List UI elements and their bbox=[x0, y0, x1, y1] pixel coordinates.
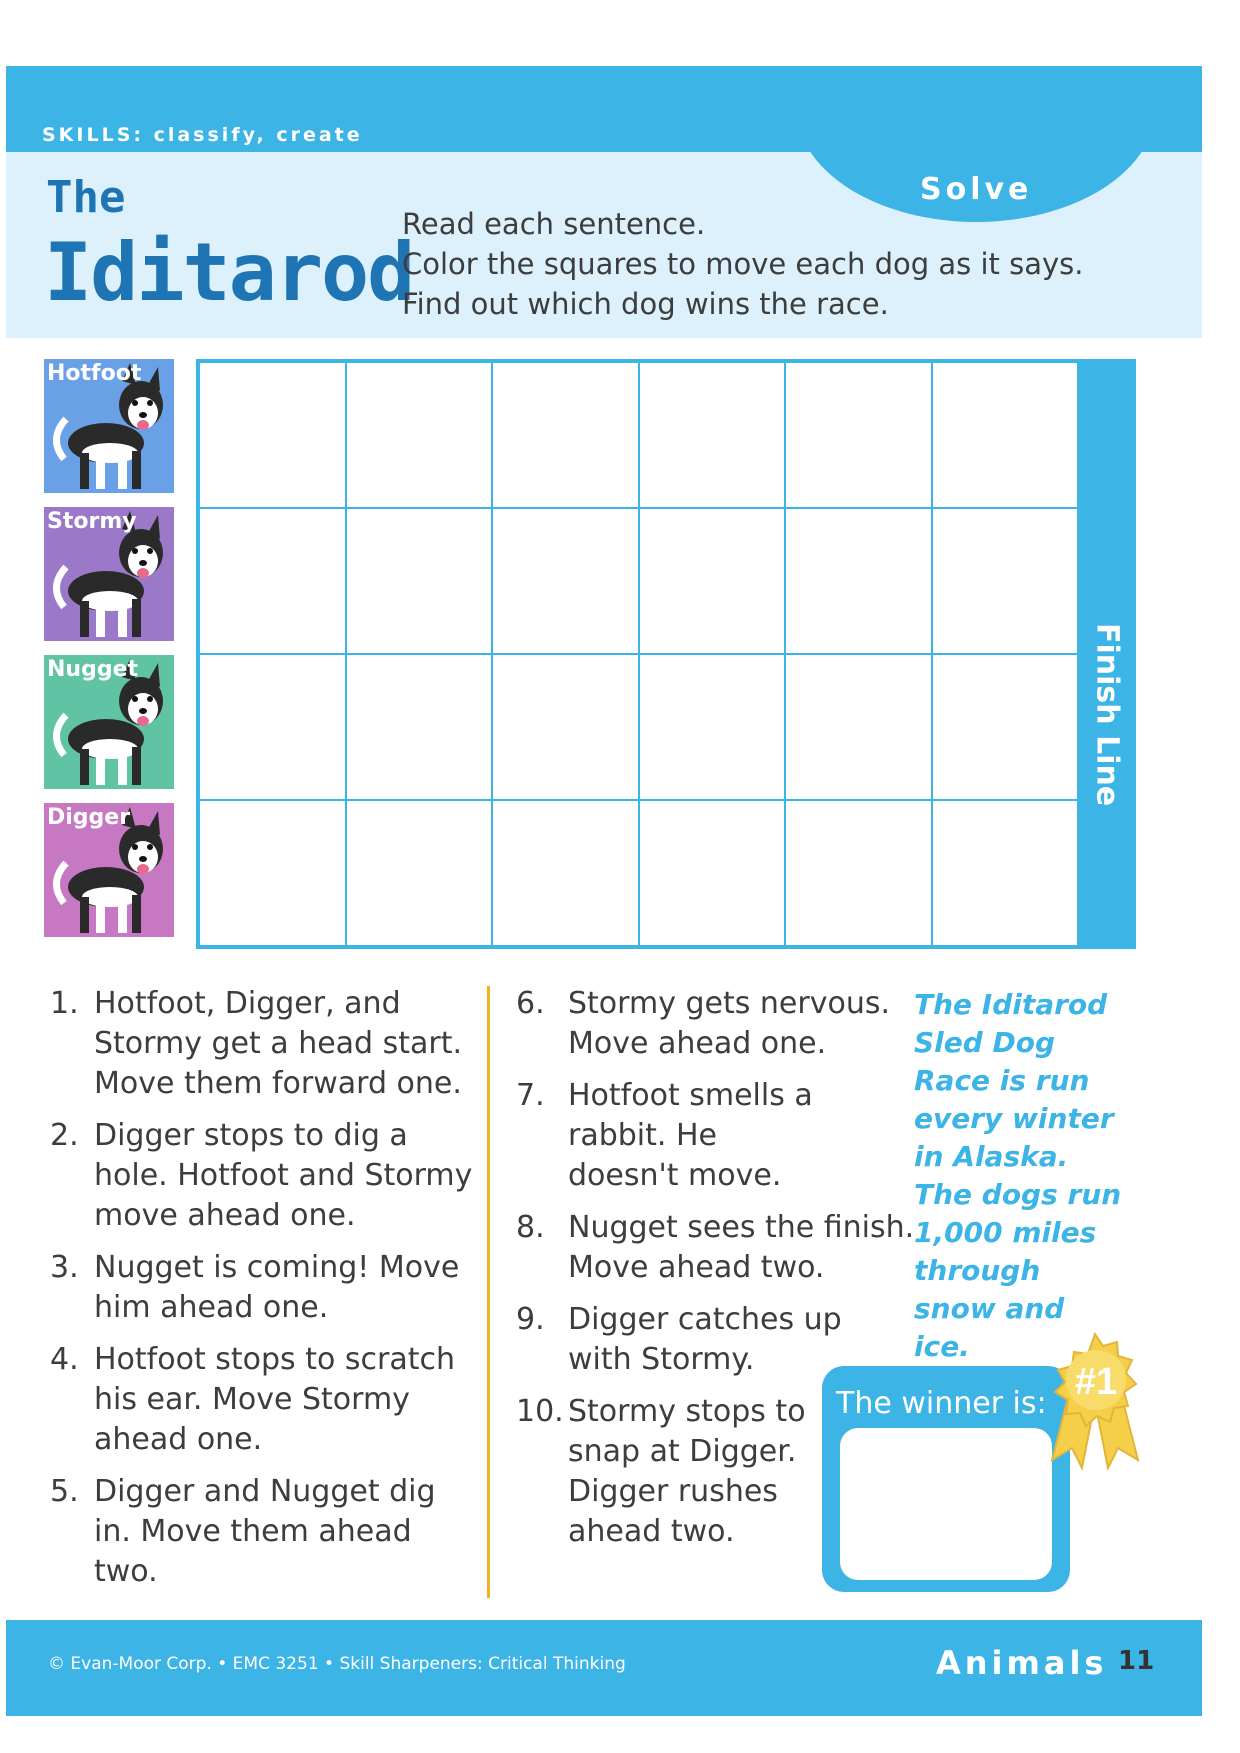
instructions bbox=[402, 204, 1083, 324]
race-grid-cell[interactable] bbox=[785, 800, 932, 946]
step-text: Nugget is coming! Move him ahead one. bbox=[94, 1250, 460, 1325]
dog-card-stormy bbox=[44, 507, 174, 641]
solve-tab-label: Solve bbox=[920, 172, 1033, 207]
race-grid-cell[interactable] bbox=[932, 800, 1079, 946]
step-number: 10. bbox=[516, 1394, 564, 1429]
race-grid-cell[interactable] bbox=[492, 362, 639, 508]
steps-column-left bbox=[50, 984, 480, 1604]
title-the: The bbox=[46, 172, 126, 223]
step-text: Nugget sees the finish. Move ahead two. bbox=[568, 1210, 915, 1285]
finish-line-label bbox=[1090, 623, 1125, 685]
race-grid-cell[interactable] bbox=[785, 508, 932, 654]
first-place-ribbon-icon bbox=[1040, 1330, 1150, 1470]
race-grid-cell[interactable] bbox=[785, 362, 932, 508]
race-grid-cell[interactable] bbox=[346, 508, 493, 654]
dog-card-digger bbox=[44, 803, 174, 937]
winner-label: The winner is: bbox=[836, 1386, 1047, 1421]
list-item bbox=[50, 1472, 480, 1592]
race-grid-cell[interactable] bbox=[932, 362, 1079, 508]
race-grid-cell[interactable] bbox=[199, 800, 346, 946]
step-number: 4. bbox=[50, 1342, 79, 1377]
category-label: Animals bbox=[936, 1644, 1108, 1682]
step-text: Digger and Nugget dig in. Move them ahead two. bbox=[94, 1474, 436, 1589]
step-number: 6. bbox=[516, 986, 545, 1021]
step-text: Hotfoot, Digger, and Stormy get a head start. Move them forward one. bbox=[94, 986, 463, 1101]
step-text: Hotfoot smells a rabbit. He doesn't move. bbox=[568, 1078, 813, 1193]
dog-card-hotfoot bbox=[44, 359, 174, 493]
step-number: 9. bbox=[516, 1302, 545, 1337]
step-number: 8. bbox=[516, 1210, 545, 1245]
step-text: Stormy gets nervous. Move ahead one. bbox=[568, 986, 891, 1061]
race-grid-cell[interactable] bbox=[639, 508, 786, 654]
step-text: Digger catches up with Stormy. bbox=[568, 1302, 842, 1377]
dog-name: Nugget bbox=[47, 657, 139, 682]
race-grid-cell[interactable] bbox=[639, 654, 786, 800]
race-grid-cell[interactable] bbox=[199, 508, 346, 654]
list-item bbox=[516, 1300, 868, 1380]
race-grid-cell[interactable] bbox=[639, 800, 786, 946]
list-item bbox=[50, 1340, 480, 1460]
step-number: 7. bbox=[516, 1078, 545, 1113]
race-grid-cell[interactable] bbox=[346, 654, 493, 800]
dog-name: Stormy bbox=[47, 509, 137, 534]
step-text: Stormy stops to snap at Digger. Digger rushes ahead two. bbox=[568, 1394, 806, 1549]
dog-name: Hotfoot bbox=[47, 361, 142, 386]
instruction-line: Find out which dog wins the race. bbox=[402, 287, 889, 321]
dog-card-nugget bbox=[44, 655, 174, 789]
ribbon-text: #1 bbox=[1074, 1361, 1118, 1403]
dog-name: Digger bbox=[47, 805, 131, 830]
winner-answer-field[interactable] bbox=[840, 1428, 1052, 1580]
step-text: Digger stops to dig a hole. Hotfoot and Stormy move ahead one. bbox=[94, 1118, 473, 1233]
race-grid-cell[interactable] bbox=[932, 654, 1079, 800]
page-number: 11 bbox=[1118, 1646, 1155, 1676]
list-item bbox=[50, 1116, 480, 1236]
race-grid-cell[interactable] bbox=[492, 654, 639, 800]
skills-label: SKILLS: classify, create bbox=[42, 124, 363, 146]
race-grid-cell[interactable] bbox=[932, 508, 1079, 654]
step-number: 3. bbox=[50, 1250, 79, 1285]
list-item bbox=[50, 1248, 480, 1328]
race-grid bbox=[196, 359, 1081, 949]
list-item bbox=[50, 984, 480, 1104]
race-grid-cell[interactable] bbox=[346, 362, 493, 508]
race-grid-cell[interactable] bbox=[346, 800, 493, 946]
step-number: 5. bbox=[50, 1474, 79, 1509]
list-item bbox=[516, 1392, 838, 1552]
page-title: Iditarod bbox=[44, 226, 414, 319]
copyright-text: © Evan-Moor Corp. • EMC 3251 • Skill Sharpeners: Critical Thinking bbox=[48, 1654, 626, 1674]
list-item bbox=[516, 1076, 828, 1196]
list-item bbox=[516, 984, 938, 1064]
race-grid-cell[interactable] bbox=[199, 362, 346, 508]
step-number: 1. bbox=[50, 986, 79, 1021]
race-grid-cell[interactable] bbox=[785, 654, 932, 800]
instruction-line: Color the squares to move each dog as it says. bbox=[402, 247, 1084, 281]
race-grid-cell[interactable] bbox=[492, 800, 639, 946]
list-item bbox=[516, 1208, 938, 1288]
fun-fact: The Iditarod Sled Dog Race is run every winter in Alaska. The dogs run 1,000 miles through snow and ice. bbox=[914, 988, 1122, 1363]
step-number: 2. bbox=[50, 1118, 79, 1153]
race-grid-cell[interactable] bbox=[199, 654, 346, 800]
race-grid-cell[interactable] bbox=[639, 362, 786, 508]
step-text: Hotfoot stops to scratch his ear. Move Stormy ahead one. bbox=[94, 1342, 455, 1457]
race-grid-cell[interactable] bbox=[492, 508, 639, 654]
instruction-line: Read each sentence. bbox=[402, 207, 706, 241]
column-divider bbox=[487, 986, 490, 1598]
